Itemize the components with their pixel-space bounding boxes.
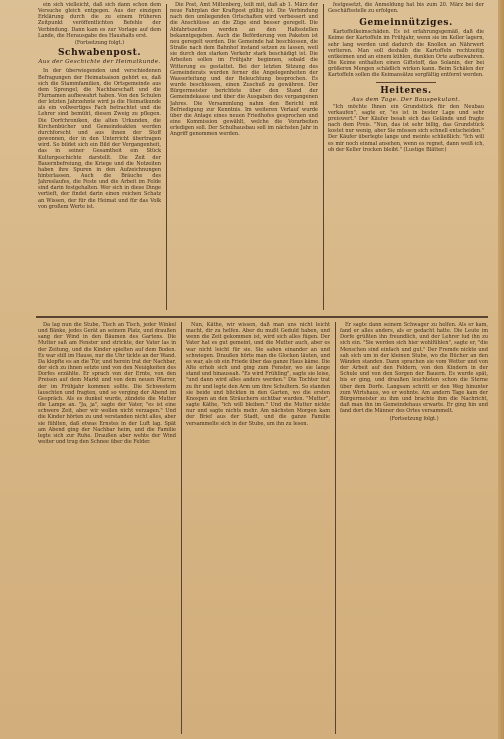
top-col3-heading: Gemeinnütziges. bbox=[359, 18, 453, 29]
bottom-column-2 bbox=[186, 322, 330, 736]
bottom-col3-text: Er sagte dann seinem Schwager zu helfen. Als er kam, fand er alles anders, als er gedacht hatte. Die Leute im Dorfe grüßten ihn freundlich, und der Lehrer lud ihn zu sich ein. "Sie werden sich hier wohlfühlen", sagte er, "die Menschen sind einfach und gut." Der Fremde nickte und sah sich um in der kleinen Stube, wo die Bücher an den Wänden standen. Dann sprachen sie vom Wetter und von der Arbeit auf den Feldern, von den Kindern in der Schule und von den Sorgen der Bauern. Es wurde spät, bis er ging, und draußen leuchteten schon die Sterne über dem Dorfe. Langsam schritt er den Weg hinunter zum Wirtshaus, wo er wohnte. Am andern Tage kam der Bürgermeister zu ihm und brachte ihm die Nachricht, daß man ihn im Gemeindehaus erwarte. Er ging hin und fand dort die Männer des Ortes versammelt. bbox=[340, 322, 488, 415]
section-divider bbox=[36, 316, 488, 318]
top-col3-subheading-2: Aus dem Tage. Der Bauspekulant. bbox=[351, 96, 461, 103]
bottom-column-1 bbox=[38, 322, 176, 736]
bottom-divider-2 bbox=[335, 322, 336, 734]
top-col1-continuation: (Fortsetzung folgt.) bbox=[74, 39, 125, 46]
bottom-col2-text: Nun, Käthe, wir wissen, daß man uns nicht leicht macht, dir zu helfen. Aber du mußt Geduld haben, und wenn die Zeit gekommen ist, wird sich alles fügen. Der Vater hat es gut gemeint, und die Mutter auch, aber es war nicht leicht für sie. Sie sahen einander an und schwiegen. Draußen hörte man die Glocken läuten, und es war, als ob ein Friede über das ganze Haus käme. Die Alte erhob sich und ging zum Fenster, wo sie lange stand und hinaussah. "Es wird Frühling", sagte sie leise, "und dann wird alles anders werden." Die Tochter trat zu ihr und legte den Arm um ihre Schultern. So standen sie beide und blickten in den Garten, wo die ersten Knospen an den Sträuchern sichtbar wurden. "Mutter", sagte Käthe, "ich will bleiben." Und die Mutter nickte nur und sagte nichts mehr. Am nächsten Morgen kam der Brief aus der Stadt, und die ganze Familie versammelte sich in der Stube, um ihn zu lesen. bbox=[186, 322, 330, 427]
top-divider-1 bbox=[166, 4, 167, 310]
top-divider-2 bbox=[323, 4, 324, 310]
top-col3-rule bbox=[376, 82, 436, 83]
top-col1-body: In der überwiegenden und verschiedenen Befragungen der Heimatsaison gehört es, daß sich die Stammfamilien, die Ortsgemeinde aus dem Sprengel, die Nachbarschaft und die Flurnamen aufbewahrt haben. Von den Schulen der letzten Jahrzehnte wird ja die Heimatkunde als ein vollwertiges Fach betrachtet und die Lehrer sind bemüht, diesen Zweig zu pflegen. Die Dorfchroniken, die alten Urkunden, die Kirchenbücher und Gemeindeakten werden durchforscht und aus ihnen der Stoff gewonnen, der in den Unterricht übertragen wird. So bildet sich ein Bild der Vergangenheit, das in seiner Gesamtheit ein Stück Kulturgeschichte darstellt. Die Zeit der Bauernbefreiung, die Kriege und die Notzeiten haben ihre Spuren in den Aufzeichnungen hinterlassen. Auch die Bräuche des Jahreslaufes, die Feste und die Arbeit im Felde sind darin festgehalten. Wer sich in diese Dinge vertieft, der findet darin einen reichen Schatz an Wissen, der für die Heimat und für das Volk von großem Werte ist. bbox=[38, 68, 161, 210]
top-col1-text: ein sich vielleicht, daß sich dann schon dem Versuche gleich entgegen. Aus der einzigen Erklärung durch die zu einem früheren Zeitpunkt veröffentlichten Befehle der Verbindung. Dann kam es zur Vorlage auf dem Lande, die Herausgabe des Haushalts erst. bbox=[38, 2, 161, 39]
bottom-col1-text: Da lag nun die Stube, Tisch an Tisch, jeder Winkel und Bänke, jedes Gerät an seinem Platz, und draußen sang der Wind in den Bäumen des Gartens. Die Mutter saß am Fenster und strickte, der Vater las in der Zeitung, und die Kinder spielten auf dem Boden. Es war still im Hause, nur die Uhr tickte an der Wand. Da klopfte es an die Tür, und herein trat der Nachbar, der sich zu ihnen setzte und von den Neuigkeiten des Dorfes erzählte. Er sprach von der Ernte, von den Preisen auf dem Markt und von dem neuen Pfarrer, der im Frühjahr kommen sollte. Die Schwestern lauschten und fragten, und so verging der Abend im Gespräch. Als es dunkel wurde, zündete die Mutter die Lampe an. "Ja, ja", sagte der Vater, "es ist eine schwere Zeit, aber wir wollen nicht verzagen." Und die Kinder hörten zu und verstanden nicht alles, aber sie fühlten, daß etwas Ernstes in der Luft lag. Spät am Abend ging der Nachbar heim, und die Familie legte sich zur Ruhe. Draußen aber wehte der Wind weiter und trug den Schnee über die Felder. bbox=[38, 322, 176, 445]
top-col1-subheading: Aus der Geschichte der Heimatkunde. bbox=[38, 59, 161, 66]
top-column-1 bbox=[38, 2, 161, 312]
bottom-col3-continuation: (Fortsetzung folgt.) bbox=[389, 416, 439, 423]
top-column-2 bbox=[170, 2, 318, 312]
top-col1-heading: Schwabenpost. bbox=[57, 48, 142, 59]
top-col3-text: festgesetzt, die Anmeldung hat bis zum 20. März bei der Geschäftsstelle zu erfolgen. bbox=[328, 2, 484, 15]
bottom-divider-1 bbox=[181, 322, 182, 734]
top-col3-body-2: "Ich möchte Ihnen ein Grundstück für den Neubau verkaufen", sagte er, "es ist in bester Lage und sehr preiswert." Der Käufer besah sich das Gelände und fragte nach dem Preis. "Nun, das ist sehr billig, das Grundstück kostet nur wenig, aber Sie müssen sich schnell entscheiden." Der Käufer überlegte lange und meinte schließlich: "Ich will es mir noch einmal ansehen, wenn es regnet, dann weiß ich, ob der Keller trocken bleibt." (Lustige Blätter.) bbox=[328, 103, 484, 153]
top-column-3 bbox=[328, 2, 484, 312]
top-col3-body: Kartoffelkeimschäden. Es ist erfahrungsgemäß, daß die Keime der Kartoffeln im Frühjahr, wenn sie im Keller lagern, sehr lang werden und dadurch die Knollen an Nährwert verlieren. Man soll deshalb die Kartoffeln rechtzeitig entkeimen und an einem kühlen, dunklen Orte aufbewahren. Die Keime enthalten einen Giftstoff, das Solanin, der bei größeren Mengen schädlich wirken kann. Beim Schälen der Kartoffeln sollen die Keimansätze sorgfältig entfernt werden. bbox=[328, 29, 484, 79]
top-col2-text: Die Post, Amt Miltenberg, teilt mit, daß ab 1. März der neue Fahrplan der Kraftpost gültig ist. Die Verbindung nach den umliegenden Ortschaften wird verbessert und die Anschlüsse an die Züge sind besser geregelt. Die Abfahrtszeiten werden an den Haltestellen bekanntgegeben. Auch die Beförderung von Paketen ist neu geregelt worden. Die Gemeinde hat beschlossen, die Straße nach dem Bahnhof instand setzen zu lassen, weil sie durch den starken Verkehr stark beschädigt ist. Die Arbeiten sollen im Frühjahr beginnen, sobald die Witterung es gestattet. Bei der letzten Sitzung des Gemeinderats wurden ferner die Angelegenheiten der Wasserleitung und der Beleuchtung besprochen. Es wurde beschlossen, einen Zuschuß zu gewähren. Der Bürgermeister berichtete über den Stand der Gemeindekasse und über die Ausgaben des vergangenen Jahres. Die Versammlung nahm den Bericht mit Befriedigung zur Kenntnis. Im weiteren Verlauf wurde über die Anlage eines neuen Friedhofes gesprochen und eine Kommission gewählt, welche die Vorarbeiten erledigen soll. Der Schulhausbau soll im nächsten Jahr in Angriff genommen werden. bbox=[170, 2, 318, 138]
page-edge bbox=[498, 0, 504, 739]
bottom-column-3 bbox=[340, 322, 488, 736]
top-col3-heading-2: Heiteres. bbox=[380, 85, 432, 96]
